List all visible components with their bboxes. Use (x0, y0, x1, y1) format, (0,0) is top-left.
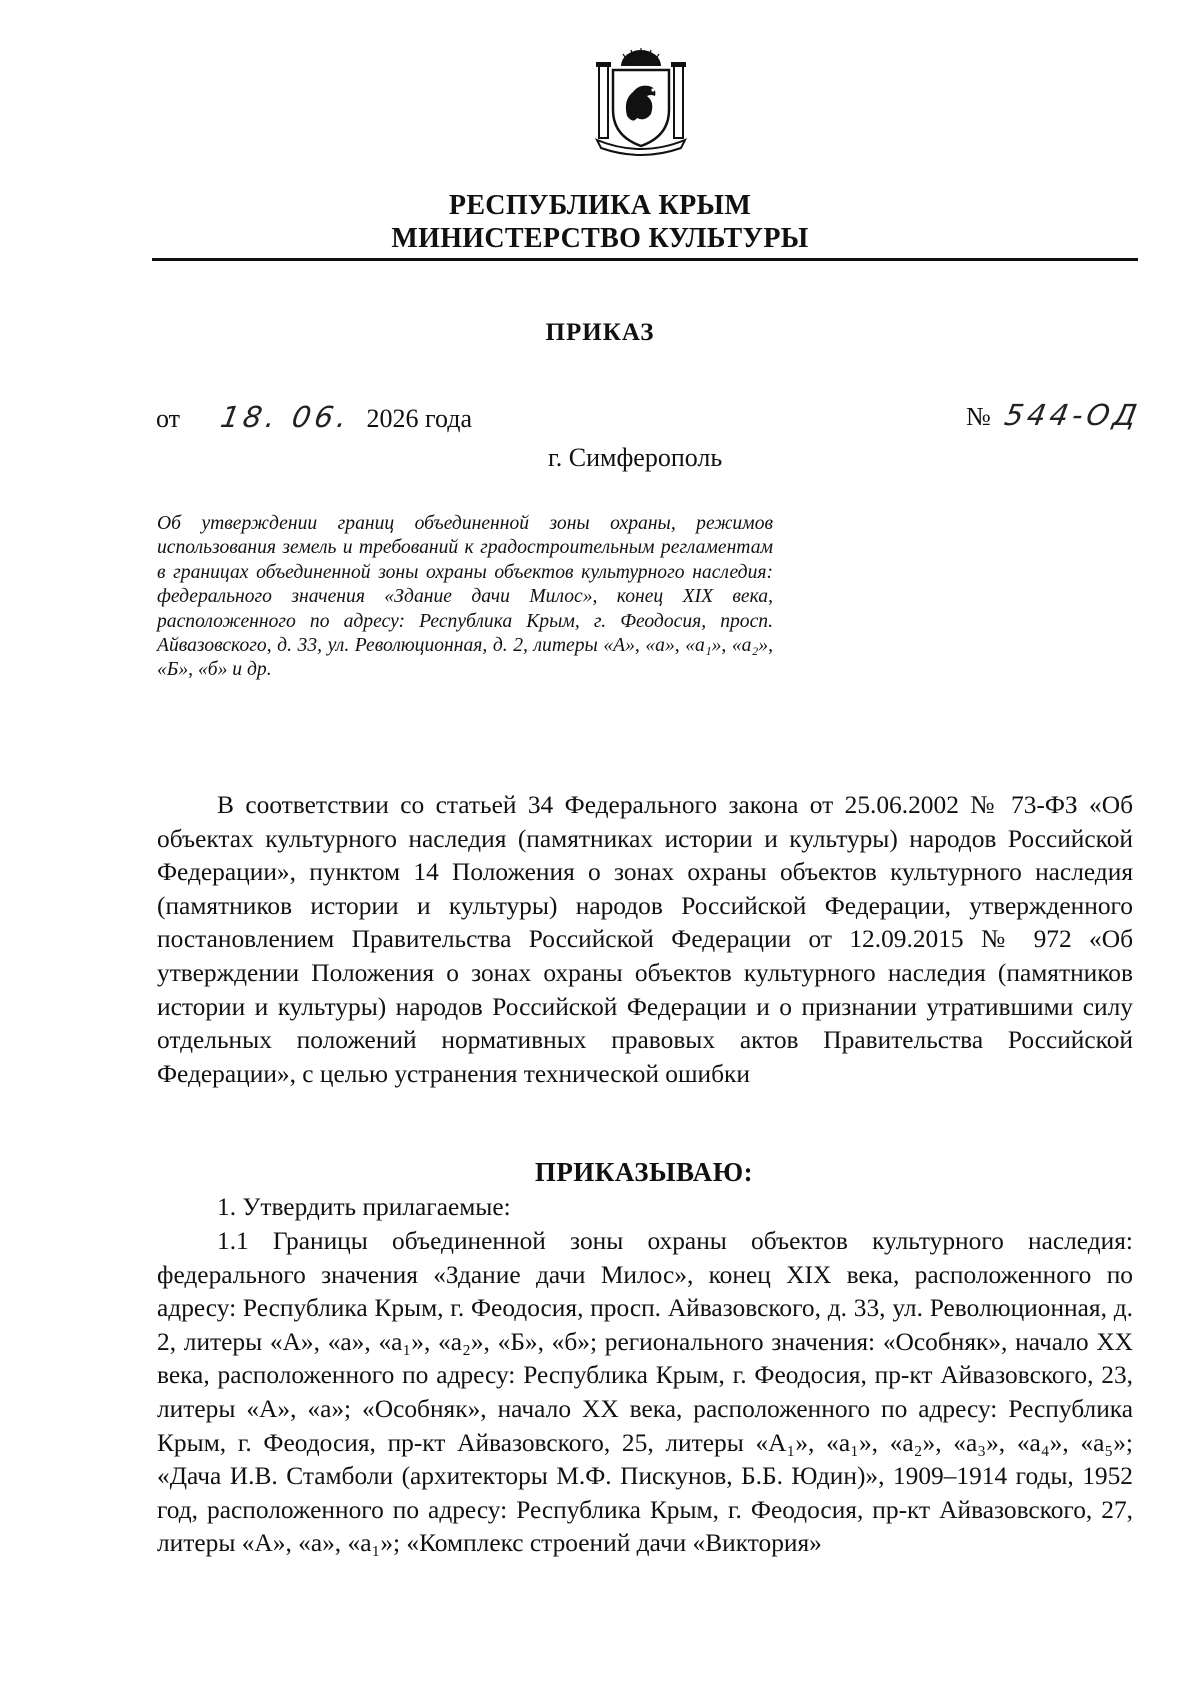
document-type-title: ПРИКАЗ (545, 319, 655, 346)
ministry-name: МИНИСТЕРСТВО КУЛЬТУРЫ (391, 223, 809, 254)
republic-name: РЕСПУБЛИКА КРЫМ (448, 190, 752, 221)
document-date (156, 400, 472, 434)
number-prefix: № (966, 402, 991, 431)
item-1-1: 1.1 Границы объединенной зоны охраны объектов культурного наследия: федерального значения «Здание дачи Милос», конец XIX века, расположенного по адресу: Республика Крым, г. Феодосия, просп. Айвазовского, д. 33, ул. Революционная, д. 2, литеры «А», «а», «а₁», «а₂», «Б», «б»; регионального значения: «Особняк», начало XX века, расположенного по адресу: Республика Крым, г. Феодосия, пр-кт Айвазовского, 23, литеры «А», «а»; «Особняк», начало XX века, расположенного по адресу: Республика Крым, г. Феодосия, пр-кт Айвазовского, 25, литеры «А₁», «а₁», «а₂», «а₃», «а₄», «а₅»; «Дача И.В. Стамболи (архитекторы М.Ф. Пискунов, Б.Б. Юдин)», 1909–1914 годы, 1952 год, расположенного по адресу: Республика Крым, г. Феодосия, пр-кт Айвазовского, 27, литеры «А», «а», «а₁»; «Комплекс строений дачи «Виктория» (157, 1227, 1133, 1558)
header-divider (152, 258, 1138, 261)
handwritten-date: 18. 06. (217, 400, 353, 434)
preamble-paragraph: В соответствии со статьей 34 Федерального закона от 25.06.2002 № 73-ФЗ «Об объектах культурного наследия (памятниках истории и культуры) народов Российской Федерации», пунктом 14 Положения о зонах охраны объектов культурного наследия (памятников истории и культуры) народов Российской Федерации, утвержденного постановлением Правительства Российской Федерации от 12.09.2015 № 972 «Об утверждении Положения о зонах охраны объектов культурного наследия (памятников истории и культуры) народов Российской Федерации и о признании утратившими силу отдельных положений нормативных правовых актов Правительства Российской Федерации», с целью устранения технической ошибки (157, 791, 1133, 1088)
document-number (966, 398, 1144, 432)
command-heading: ПРИКАЗЫВАЮ: (534, 1157, 754, 1187)
document-subject: Об утверждении границ объединенной зоны охраны, режимов использования земель и требований к градостроительным регламентам в границах объединенной зоны охраны объектов культурного наследия: федерального значения «Здание дачи Милос», конец XIX века, расположенного по адресу: Республика Крым, г. Феодосия, просп. Айвазовского, д. 33, ул. Революционная, д. 2, литеры «А», «а», «а₁», «а₂», «Б», «б» и др. (157, 513, 773, 681)
crimea-coat-of-arms-icon (593, 44, 689, 156)
item-1: 1. Утвердить прилагаемые: (217, 1193, 511, 1221)
document-city: г. Симферополь (548, 443, 723, 472)
date-prefix: от (156, 404, 181, 433)
handwritten-number: 544-ОД (1002, 398, 1144, 432)
date-year: 2026 года (366, 404, 473, 433)
